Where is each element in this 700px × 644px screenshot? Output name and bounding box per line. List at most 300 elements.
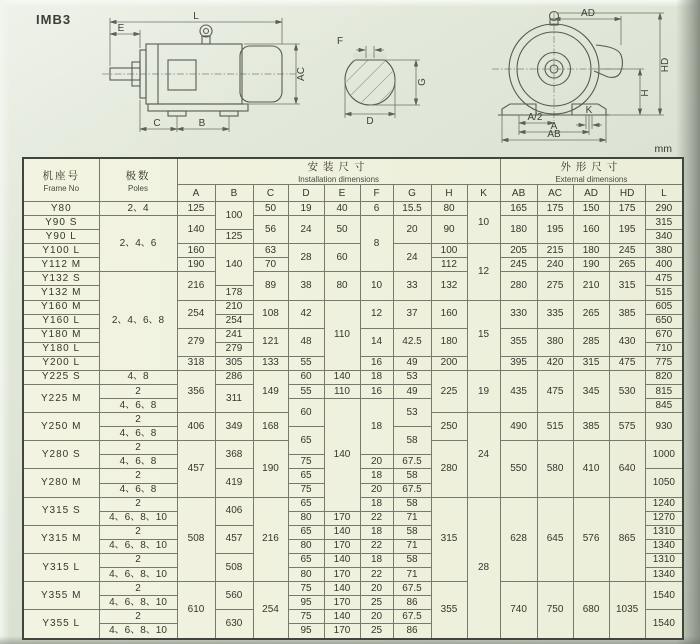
cell-f: 12 [360,300,393,328]
cell-f: 14 [360,328,393,356]
cell-ab: 355 [500,328,537,356]
cell-e: 170 [324,624,360,639]
cell-ab: 490 [500,413,537,441]
cell-d: 75 [288,582,324,596]
cell-c: 63 [253,244,288,258]
cell-e: 170 [324,539,360,553]
cell-poles: 2 [99,525,177,539]
cell-d: 55 [288,356,324,370]
frame-no-header [23,158,99,202]
cell-c: 108 [253,300,288,328]
cell-c: 149 [253,370,288,412]
cell-d: 65 [288,553,324,567]
cell-c: 190 [253,441,288,497]
cell-frame: Y132 M [23,286,99,300]
cell-ac: 515 [537,413,573,441]
cell-g: 33 [393,272,431,300]
cell-l: 1000 [645,441,683,469]
cell-c: 89 [253,272,288,300]
cell-h: 250 [431,413,467,441]
cell-e: 140 [324,370,360,384]
cell-l: 605 [645,300,683,314]
cell-ad: 315 [573,356,609,370]
cell-ab: 205 [500,244,537,258]
cell-e: 140 [324,610,360,624]
cell-poles: 2 [99,385,177,399]
cell-g: 58 [393,469,431,483]
cell-e: 140 [324,399,360,512]
cell-poles: 2、4 [99,202,177,216]
cell-poles: 4、6、8 [99,399,177,413]
cell-ad: 150 [573,202,609,216]
cell-c: 168 [253,413,288,441]
motor-body-outline [110,25,282,116]
cell-e: 140 [324,553,360,567]
dim-label-f: F [336,36,344,47]
cell-f: 22 [360,511,393,525]
cell-h: 280 [431,441,467,497]
cell-g: 20 [393,216,431,244]
cell-a: 508 [177,497,215,581]
cell-h: 132 [431,272,467,300]
cell-e: 140 [324,525,360,539]
col-header-c: C [253,185,288,202]
col-header-k: K [467,185,500,202]
cell-h: 112 [431,258,467,272]
col-header-ab: AB [500,185,537,202]
cell-b: 125 [215,230,253,244]
cell-l: 820 [645,370,683,384]
front-view-dimension-lines [502,13,664,143]
cell-f: 20 [360,582,393,596]
motor-side-view-drawing [88,8,338,140]
cell-e: 80 [324,272,360,300]
cell-f: 20 [360,455,393,469]
cell-c: 50 [253,202,288,216]
cell-frame: Y80 [23,202,99,216]
cell-g: 49 [393,356,431,370]
cell-e: 110 [324,300,360,370]
cell-poles: 4、6、8 [99,455,177,469]
cell-poles: 2 [99,610,177,624]
col-header-ad: AD [573,185,609,202]
cell-frame: Y250 M [23,413,99,441]
cell-b: 241 [215,328,253,342]
cell-f: 20 [360,483,393,497]
cell-poles: 4、6、8、10 [99,511,177,525]
cell-g: 53 [393,370,431,384]
cell-f: 18 [360,497,393,511]
cell-f: 18 [360,525,393,539]
shaft-hatching [338,36,416,114]
col-header-e: E [324,185,360,202]
dim-label-b: B [198,118,206,129]
cell-a: 356 [177,370,215,412]
poles-header [99,158,177,202]
cell-ab: 165 [500,202,537,216]
cell-d: 60 [288,399,324,427]
frame-no-header-zh: 机座号 [42,169,80,182]
cell-hd: 475 [609,356,645,370]
cell-frame: Y90 S [23,216,99,230]
cell-h: 315 [431,497,467,581]
cell-ad: 265 [573,300,609,328]
installation-dims-header-zh: 安装尺寸 [307,161,370,173]
cell-l: 1240 [645,497,683,511]
cell-f: 18 [360,469,393,483]
cell-hd: 865 [609,497,645,581]
dim-label-l: L [193,11,199,22]
cell-d: 65 [288,497,324,511]
cell-c: 56 [253,216,288,244]
cell-ac: 580 [537,441,573,497]
cell-b: 178 [215,286,253,300]
cell-d: 60 [288,370,324,384]
col-header-b: B [215,185,253,202]
cell-hd: 530 [609,370,645,412]
motor-front-view-drawing [448,3,695,145]
cell-d: 75 [288,483,324,497]
cell-l: 670 [645,328,683,342]
poles-header-zh: 极数 [125,169,151,182]
cell-f: 10 [360,272,393,300]
dimension-table [22,157,684,640]
cell-f: 25 [360,624,393,639]
cell-g: 67.5 [393,455,431,469]
cell-ac: 215 [537,244,573,258]
table-row [23,582,683,596]
front-view-outline [498,12,623,116]
cell-hd: 265 [609,258,645,272]
cell-hd: 175 [609,202,645,216]
external-dims-header [500,158,683,185]
cell-d: 28 [288,244,324,272]
cell-ad: 180 [573,244,609,258]
cell-g: 58 [393,553,431,567]
cell-ab: 550 [500,441,537,497]
dim-label-e: E [117,23,125,34]
cell-frame: Y100 L [23,244,99,258]
cell-b: 368 [215,441,253,469]
cell-frame: Y225 M [23,385,99,413]
cell-f: 6 [360,202,393,216]
cell-d: 48 [288,328,324,356]
cell-l: 1310 [645,553,683,567]
cell-d: 65 [288,525,324,539]
cell-h: 160 [431,300,467,328]
cell-c: 121 [253,328,288,356]
cell-hd: 640 [609,441,645,497]
cell-l: 845 [645,399,683,413]
cell-k: 12 [467,244,500,300]
cell-poles: 2 [99,553,177,567]
cell-poles: 2 [99,582,177,596]
cell-e: 140 [324,582,360,596]
cell-b: 286 [215,370,253,384]
cell-a: 216 [177,272,215,300]
frame-no-header-en: Frame No [43,183,80,193]
cell-f: 18 [360,399,393,455]
key-flat-mask [353,53,387,60]
cell-b: 100 [215,202,253,230]
cell-d: 19 [288,202,324,216]
cell-frame: Y200 L [23,356,99,370]
cell-frame: Y280 M [23,469,99,497]
cell-hd: 195 [609,216,645,244]
cell-e: 40 [324,202,360,216]
cell-ab: 330 [500,300,537,328]
cell-h: 225 [431,370,467,412]
cell-d: 55 [288,385,324,399]
cell-g: 58 [393,497,431,511]
cell-k: 19 [467,370,500,412]
cell-ac: 275 [537,272,573,300]
table-row [23,216,683,230]
dim-label-h: H [640,89,651,97]
col-header-g: G [393,185,431,202]
cell-a: 457 [177,441,215,497]
cell-frame: Y160 M [23,300,99,314]
cell-hd: 245 [609,244,645,258]
dim-label-a-half: A/2 [527,112,543,123]
cell-f: 16 [360,356,393,370]
cell-l: 775 [645,356,683,370]
cell-ac: 750 [537,582,573,639]
cell-d: 38 [288,272,324,300]
cell-poles: 2、4、6、8 [99,272,177,371]
cell-hd: 575 [609,413,645,441]
cell-f: 18 [360,553,393,567]
cell-frame: Y90 L [23,230,99,244]
cell-ab: 280 [500,272,537,300]
cell-frame: Y180 L [23,342,99,356]
cell-a: 406 [177,413,215,441]
cell-ac: 645 [537,497,573,581]
cell-frame: Y315 S [23,497,99,525]
col-header-f: F [360,185,393,202]
cell-e: 50 [324,216,360,244]
dim-label-c: C [153,118,161,129]
cell-l: 650 [645,314,683,328]
cell-e: 170 [324,568,360,582]
cell-l: 1050 [645,469,683,497]
cell-g: 58 [393,427,431,455]
table-row [23,272,683,286]
external-dims-header-en: External dimensions [555,175,628,184]
cell-poles: 2 [99,469,177,483]
cell-l: 1540 [645,610,683,639]
cell-g: 58 [393,525,431,539]
dim-label-ad: AD [581,8,595,19]
cell-g: 37 [393,300,431,328]
cell-f: 8 [360,216,393,272]
cell-h: 100 [431,244,467,258]
dim-label-hd: HD [660,57,671,73]
dim-label-ac: AC [296,67,307,81]
cell-ac: 195 [537,216,573,244]
cell-k: 24 [467,413,500,497]
cell-d: 65 [288,469,324,483]
cell-ab: 740 [500,582,537,639]
table-body [23,202,683,640]
cell-frame: Y355 L [23,610,99,639]
cell-l: 1310 [645,525,683,539]
cell-f: 22 [360,539,393,553]
cell-g: 71 [393,511,431,525]
cell-ad: 385 [573,413,609,441]
cell-d: 80 [288,568,324,582]
cell-poles: 4、6、8、10 [99,624,177,639]
cell-c: 133 [253,356,288,370]
cell-l: 380 [645,244,683,258]
cell-poles: 2、4、6 [99,216,177,272]
cell-ac: 380 [537,328,573,356]
cell-l: 515 [645,286,683,300]
cell-b: 254 [215,314,253,328]
cell-frame: Y112 M [23,258,99,272]
cell-e: 170 [324,596,360,610]
cell-poles: 4、6、8、10 [99,596,177,610]
col-header-hd: HD [609,185,645,202]
cell-c: 216 [253,497,288,581]
cell-e: 170 [324,511,360,525]
cell-poles: 2 [99,497,177,511]
cell-b: 630 [215,610,253,639]
installation-dims-header [177,158,500,185]
cell-frame: Y225 S [23,370,99,384]
cell-b: 406 [215,497,253,525]
cell-b: 349 [215,413,253,441]
cell-h: 180 [431,328,467,356]
cell-l: 475 [645,272,683,286]
dim-label-k: K [585,105,593,116]
cell-h: 355 [431,582,467,639]
cell-l: 1270 [645,511,683,525]
cell-f: 20 [360,610,393,624]
cell-l: 1340 [645,539,683,553]
cell-f: 25 [360,596,393,610]
cell-d: 24 [288,216,324,244]
col-header-l: L [645,185,683,202]
cell-frame: Y315 L [23,553,99,581]
cell-poles: 4、6、8、10 [99,539,177,553]
cell-e: 110 [324,385,360,399]
cell-l: 710 [645,342,683,356]
cell-ad: 190 [573,258,609,272]
table-header [23,158,683,202]
dim-label-ab: AB [547,129,561,140]
dim-label-g: G [417,78,428,86]
cell-hd: 315 [609,272,645,300]
cell-ad: 410 [573,441,609,497]
dim-label-d: D [366,116,374,127]
cell-g: 86 [393,596,431,610]
cell-frame: Y132 S [23,272,99,286]
col-header-a: A [177,185,215,202]
cell-g: 67.5 [393,582,431,596]
cell-f: 22 [360,568,393,582]
cell-l: 315 [645,216,683,230]
cell-a: 254 [177,300,215,328]
cell-l: 1340 [645,568,683,582]
cell-l: 340 [645,230,683,244]
col-header-h: H [431,185,467,202]
cell-c: 70 [253,258,288,272]
installation-dims-header-en: Installation dimensions [298,175,380,184]
cell-l: 290 [645,202,683,216]
cell-h: 80 [431,202,467,216]
cell-poles: 2 [99,441,177,455]
cell-d: 75 [288,610,324,624]
cell-f: 18 [360,370,393,384]
cell-poles: 2 [99,413,177,427]
cell-l: 815 [645,385,683,399]
cell-g: 67.5 [393,610,431,624]
cell-b: 419 [215,469,253,497]
cell-b: 560 [215,582,253,610]
cell-a: 190 [177,258,215,272]
cell-b: 508 [215,553,253,581]
cell-ac: 335 [537,300,573,328]
cell-g: 86 [393,624,431,639]
cell-g: 53 [393,399,431,427]
header-group-row [23,158,683,185]
mounting-code-label: IMB3 [36,12,72,27]
cell-b: 140 [215,244,253,286]
cell-a: 125 [177,202,215,216]
cell-g: 42.5 [393,328,431,356]
external-dims-header-zh: 外形尺寸 [560,161,623,173]
cell-ab: 395 [500,356,537,370]
cell-d: 80 [288,511,324,525]
cell-b: 210 [215,300,253,314]
cell-ad: 160 [573,216,609,244]
cell-a: 279 [177,328,215,356]
cell-hd: 385 [609,300,645,328]
cell-e: 60 [324,244,360,272]
table-row [23,370,683,384]
cell-a: 318 [177,356,215,370]
cell-d: 95 [288,596,324,610]
cell-frame: Y355 M [23,582,99,610]
cell-ab: 180 [500,216,537,244]
cell-ab: 628 [500,497,537,581]
cell-h: 90 [431,216,467,244]
poles-header-en: Poles [127,183,148,193]
cell-b: 311 [215,385,253,413]
cell-frame: Y315 M [23,525,99,553]
cell-hd: 430 [609,328,645,356]
cell-frame: Y280 S [23,441,99,469]
cell-ad: 680 [573,582,609,639]
cell-d: 95 [288,624,324,639]
cell-ad: 285 [573,328,609,356]
cell-a: 160 [177,244,215,258]
cell-l: 1540 [645,582,683,610]
cell-ab: 245 [500,258,537,272]
cell-g: 49 [393,385,431,399]
dim-label-a: A [550,121,558,132]
cell-h: 200 [431,356,467,370]
cell-g: 71 [393,568,431,582]
page-edge-left [0,0,10,644]
cell-ac: 240 [537,258,573,272]
cell-f: 16 [360,385,393,399]
cell-k: 28 [467,497,500,639]
cell-d: 65 [288,427,324,455]
cell-ad: 210 [573,272,609,300]
cell-g: 24 [393,244,431,272]
